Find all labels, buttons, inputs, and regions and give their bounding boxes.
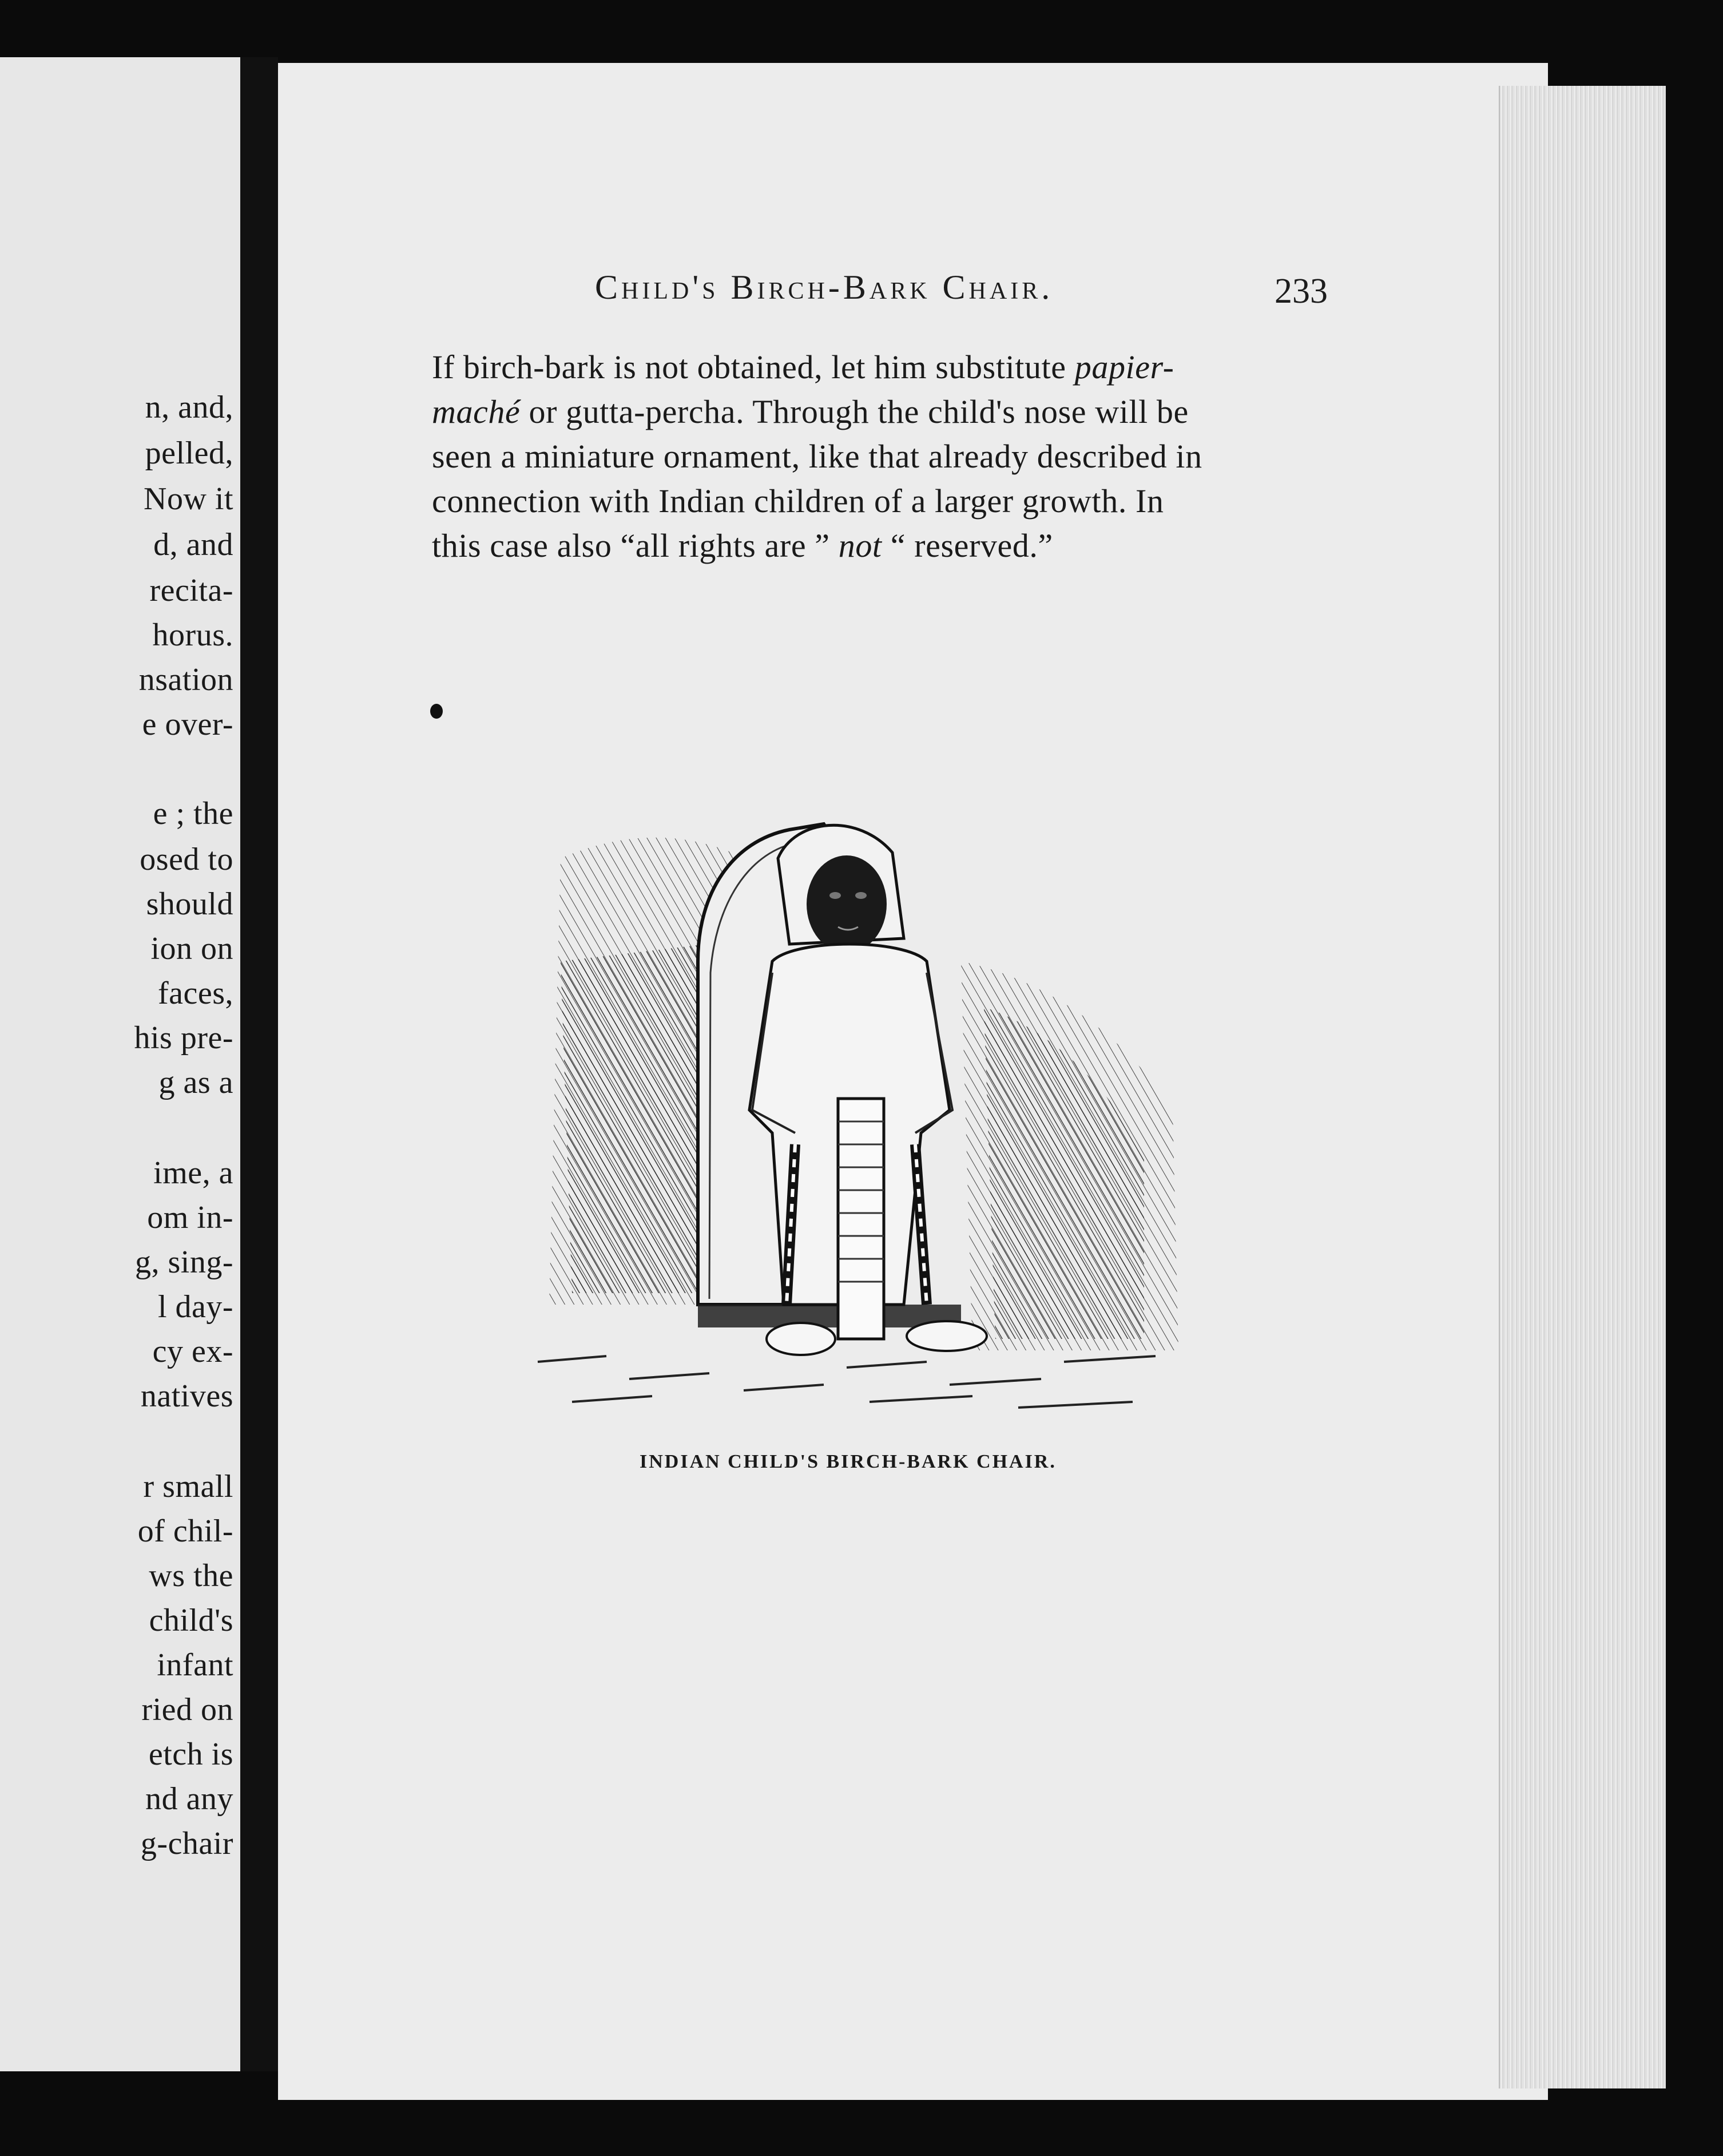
left-page [0, 57, 244, 2071]
left-page-line: horus. [152, 617, 233, 653]
paragraph-line-1-italic: papier- [1074, 348, 1174, 386]
left-page-line: n, and, [145, 390, 233, 425]
paragraph-line-5-italic: not [838, 527, 882, 564]
left-page-line: nd any [145, 1781, 233, 1817]
left-page-line: ried on [141, 1692, 233, 1727]
left-page-line: ime, a [153, 1155, 233, 1191]
paragraph-line-1 [432, 348, 1174, 386]
left-page-line: om in- [147, 1200, 233, 1235]
book-gutter [240, 57, 278, 2071]
left-page-line: etch is [148, 1737, 233, 1772]
left-page-line: cy ex- [152, 1334, 233, 1369]
paragraph-line-5-start: this case also “all rights are ” [432, 527, 830, 564]
paragraph-line-5 [432, 526, 1053, 565]
left-page-line: g-chair [140, 1826, 233, 1861]
left-page-line: recita- [149, 573, 233, 608]
left-page-line: should [146, 886, 233, 922]
left-page-line: faces, [157, 976, 233, 1011]
left-page-line: e over- [142, 707, 233, 742]
paragraph-line-4: connection with Indian children of a larger growth. In [432, 482, 1164, 520]
paragraph-line-5-end: “ reserved.” [890, 527, 1053, 564]
left-page-line: r small [143, 1469, 233, 1504]
left-page-line: e ; the [153, 796, 233, 831]
left-page-line: osed to [140, 842, 233, 877]
left-page-line: pelled, [145, 435, 233, 471]
ink-speck [430, 704, 443, 719]
left-page-line: natives [140, 1378, 233, 1414]
left-page-line: nsation [138, 662, 233, 697]
page-number: 233 [1275, 272, 1328, 311]
paragraph-line-2-text: or gutta-percha. Through the child's nose will be [529, 393, 1189, 430]
left-page-line: g as a [158, 1065, 233, 1100]
paragraph-line-2-italic: maché [432, 393, 521, 430]
left-page-line: his pre- [134, 1020, 233, 1056]
paragraph-line-3: seen a miniature ornament, like that already described in [432, 438, 1202, 475]
left-page-line: infant [157, 1647, 233, 1683]
left-page-line: ws the [149, 1558, 233, 1594]
left-page-line: l day- [157, 1289, 233, 1325]
left-page-line: g, sing- [135, 1245, 233, 1280]
page-edges [1499, 86, 1666, 2088]
left-page-line: child's [149, 1603, 233, 1638]
running-head: Child's Birch-Bark Chair. [595, 268, 1054, 306]
left-page-line: ion on [150, 931, 233, 966]
left-page-line: Now it [144, 481, 233, 517]
illustration-indian-child-birch-bark-chair [526, 790, 1218, 1430]
figure-caption: INDIAN CHILD'S BIRCH-BARK CHAIR. [640, 1451, 1057, 1472]
left-page-line: d, and [153, 527, 233, 562]
left-page-line: of chil- [137, 1513, 233, 1549]
paragraph-line-2 [432, 393, 1189, 431]
paragraph-line-1-text: If birch-bark is not obtained, let him substitute [432, 348, 1066, 386]
